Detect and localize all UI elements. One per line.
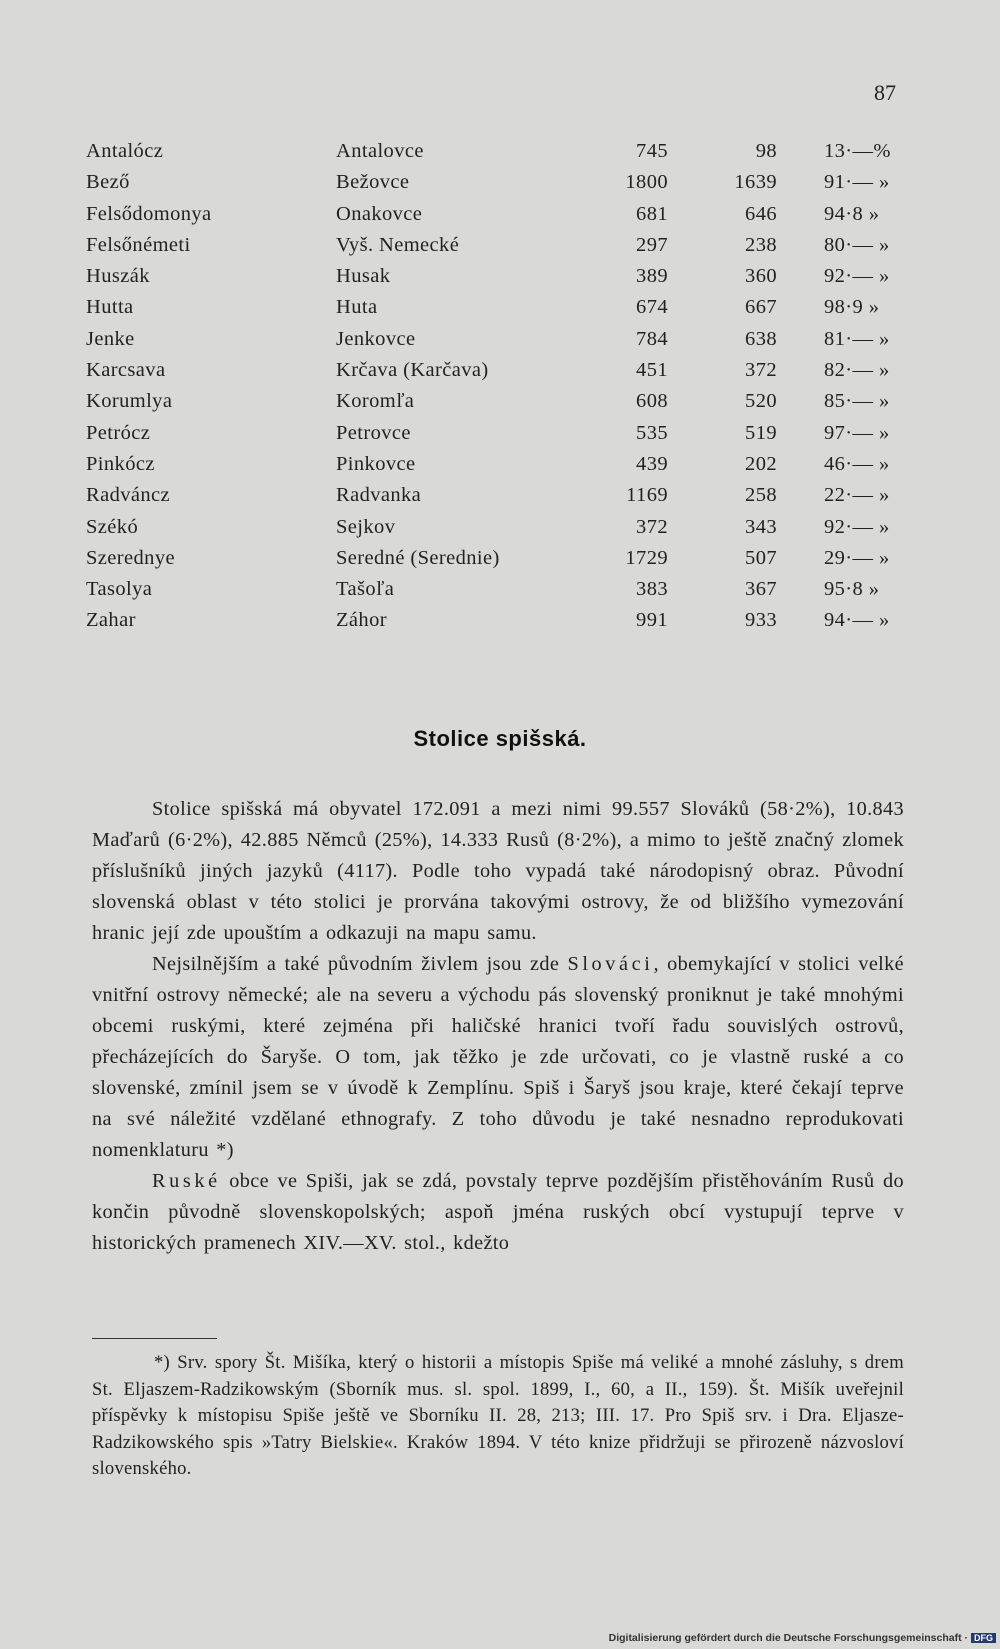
slovak-name: Vyš. Nemecké — [336, 233, 460, 256]
slovak-name: Koromľa — [336, 390, 415, 413]
population-total: 991 — [636, 609, 668, 632]
hungarian-name: Felsődomonya — [86, 202, 212, 225]
slovak-name: Krčava (Karčava) — [336, 359, 489, 382]
slovak-name: Onakovce — [336, 202, 423, 225]
slovak-percent: 82·— » — [824, 359, 890, 382]
slovak-name: Radvanka — [336, 484, 422, 507]
slovak-count: 1639 — [734, 171, 777, 194]
hungarian-name: Felsőnémeti — [86, 233, 191, 256]
digitization-credit — [609, 1632, 996, 1644]
slovak-name: Husak — [336, 265, 391, 288]
slovak-percent: 13·—% — [824, 140, 891, 162]
slovak-count: 202 — [745, 452, 777, 475]
paragraph-1: Stolice spišská má obyvatel 172.091 a mezi nimi 99.557 Slováků (58·2%), 10.843 Maďarů (6·2%), 42.885 Němců (25%), 14.333 Rusů (8·2%), a mimo to ještě značný zlomek příslušníků jiných jazyků (4117). Podle toho vypadá také národopisný obraz. Původní slovenská oblast v této stolici je prorvána takovými ostrovy, že od bližšího vymezování hranic její zde upouštím a odkazuji na mapu samu. — [92, 798, 904, 944]
population-total: 297 — [636, 233, 668, 256]
slovak-percent: 94·8 » — [824, 202, 880, 225]
slovak-percent: 98·9 » — [824, 296, 880, 319]
table-row — [86, 168, 916, 199]
table-row — [86, 137, 916, 168]
slovak-percent: 81·— » — [824, 327, 890, 350]
slovak-count: 933 — [745, 609, 777, 632]
population-total: 608 — [636, 390, 668, 413]
slovak-percent: 22·— » — [824, 484, 890, 507]
slovak-percent: 46·— » — [824, 452, 890, 475]
slovak-count: 360 — [745, 265, 777, 288]
table-row — [86, 200, 916, 231]
section-heading: Stolice spišská. — [413, 726, 587, 751]
table-row — [86, 356, 916, 387]
dfg-logo: DFG — [971, 1633, 996, 1643]
population-total: 383 — [636, 578, 668, 601]
population-total: 535 — [636, 421, 668, 444]
slovak-count: 98 — [755, 140, 777, 162]
slovak-name: Bežovce — [336, 171, 410, 194]
population-total: 1800 — [625, 171, 668, 194]
population-total: 372 — [636, 515, 668, 538]
slovak-count: 646 — [745, 202, 777, 225]
slovak-percent: 85·— » — [824, 390, 890, 413]
hungarian-name: Korumlya — [86, 390, 173, 413]
population-total: 451 — [636, 359, 668, 382]
population-total: 681 — [636, 202, 668, 225]
paragraph-2 — [92, 949, 904, 1166]
paragraph-2-rest: , obemykající v stolici velké vnitřní ostrovy německé; ale na severu a východu pás slovenský proniknut je také mnohými obcemi ruskými, které zejména při haličské hranici tvoří řadu souvislých ostrovů, přecházejících do Šaryše. O tom, jak těžko je zde určovati, co je vlastně ruské a co slovenské, zmínil jsem se v úvodě k Zemplínu. Spiš i Šaryš jsou kraje, které čekají teprve na své náležité vzdělané ethnografy. Z toho důvodu je také nesnadno reprodukovati nomenklaturu *) — [92, 953, 904, 1161]
page-number: 87 — [874, 80, 896, 105]
slovak-count: 667 — [745, 296, 777, 319]
footnote: *) Srv. spory Št. Mišíka, který o historii a místopis Spiše má veliké a mnohé zásluhy, s drem St. Eljaszem-Radzikowským (Sborník mus. sl. spol. 1899, I., 60, a II., 159). Št. Mišík uveřejnil příspěvky k místopisu Spiše ještě ve Sborníku II. 28, 213; III. 17. Pro Spiš srv. i Dra. Eljasze-Radzikowského spis »Tatry Bielskie«. Kraków 1894. V této knize přidržuji se přirozeně názvosloví slovenského. — [92, 1352, 904, 1479]
table-row — [86, 575, 916, 606]
slovak-name: Záhor — [336, 609, 387, 632]
table-row — [86, 544, 916, 575]
population-total: 1169 — [626, 484, 668, 507]
slovak-percent: 92·— » — [824, 265, 890, 288]
table-row — [86, 513, 916, 544]
hungarian-name: Petrócz — [86, 421, 151, 444]
hungarian-name: Antalócz — [86, 140, 164, 162]
slovak-count: 343 — [745, 515, 777, 538]
hungarian-name: Radváncz — [86, 484, 171, 507]
slovak-count: 507 — [745, 546, 777, 569]
slovak-count: 520 — [745, 390, 777, 413]
emphasis-ruske: Ruské — [152, 1170, 221, 1192]
paragraph-2-start: Nejsilnějším a také původním živlem jsou zde — [152, 953, 560, 975]
table-row — [86, 325, 916, 356]
table-row — [86, 231, 916, 262]
hungarian-name: Hutta — [86, 296, 134, 319]
slovak-percent: 29·— » — [824, 546, 890, 569]
table-row — [86, 262, 916, 293]
table-row — [86, 419, 916, 450]
table-row — [86, 450, 916, 481]
slovak-count: 367 — [745, 578, 777, 601]
hungarian-name: Jenke — [86, 327, 135, 350]
population-total: 784 — [636, 327, 668, 350]
hungarian-name: Pinkócz — [86, 452, 155, 475]
hungarian-name: Huszák — [86, 265, 150, 288]
body-text — [92, 794, 904, 1259]
slovak-name: Seredné (Serednie) — [336, 546, 500, 569]
table-row — [86, 606, 916, 637]
emphasis-slovaci: Slováci — [567, 953, 654, 975]
hungarian-name: Bező — [86, 171, 130, 194]
slovak-percent: 80·— » — [824, 233, 890, 256]
village-table — [86, 137, 916, 638]
population-total: 389 — [636, 265, 668, 288]
credit-text: Digitalisierung gefördert durch die Deutsche Forschungsgemeinschaft · — [608, 1632, 968, 1644]
population-total: 1729 — [625, 546, 668, 569]
slovak-percent: 95·8 » — [824, 578, 880, 601]
slovak-name: Tašoľa — [336, 578, 395, 601]
hungarian-name: Szerednye — [86, 546, 175, 569]
slovak-name: Sejkov — [336, 515, 396, 538]
slovak-name: Antalovce — [336, 140, 424, 162]
slovak-count: 258 — [745, 484, 777, 507]
slovak-count: 638 — [745, 327, 777, 350]
slovak-name: Pinkovce — [336, 452, 416, 475]
hungarian-name: Székó — [86, 515, 139, 538]
hungarian-name: Tasolya — [86, 578, 153, 601]
slovak-percent: 92·— » — [824, 515, 890, 538]
paragraph-3-rest: obce ve Spiši, jak se zdá, povstaly teprve pozdějším přistěhováním Rusů do končin původně slovenskopolských; aspoň jména ruských obcí vystupují teprve v historických pramenech XIV.—XV. stol., kdežto — [92, 1170, 904, 1254]
hungarian-name: Zahar — [86, 609, 136, 632]
slovak-name: Jenkovce — [336, 327, 416, 350]
population-total: 745 — [636, 140, 668, 162]
slovak-count: 519 — [745, 421, 777, 444]
paragraph-3 — [92, 1166, 904, 1259]
slovak-count: 238 — [745, 233, 777, 256]
table-row — [86, 293, 916, 324]
table-row — [86, 481, 916, 512]
footnote-rule — [92, 1338, 217, 1339]
slovak-count: 372 — [745, 359, 777, 382]
population-total: 674 — [636, 296, 668, 319]
slovak-percent: 97·— » — [824, 421, 890, 444]
table-row — [86, 387, 916, 418]
slovak-name: Petrovce — [336, 421, 411, 444]
slovak-name: Huta — [336, 296, 378, 319]
slovak-percent: 91·— » — [824, 171, 890, 194]
population-total: 439 — [636, 452, 668, 475]
slovak-percent: 94·— » — [824, 609, 890, 632]
hungarian-name: Karcsava — [86, 359, 166, 382]
